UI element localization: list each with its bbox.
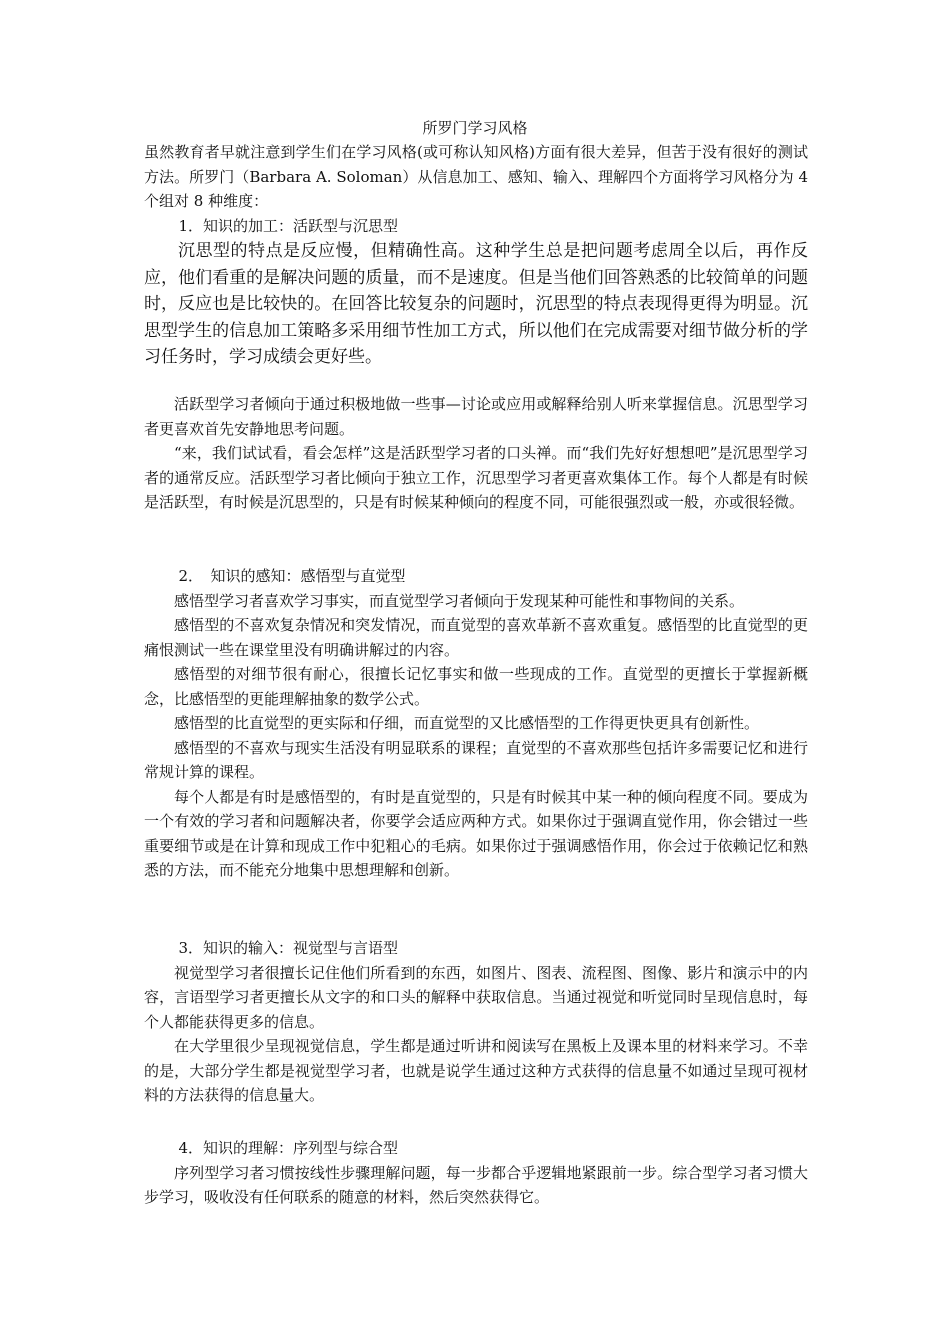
section-1-paragraph: 沉思型的特点是反应慢，但精确性高。这种学生总是把问题考虑周全以后，再作反应，他们看重的是解决问题的质量，而不是速度。但是当他们回答熟悉的比较简单的问题时，反应也是比较快的。在回答比较复杂的问题时，沉思型的特点表现得更得为明显。沉思型学生的信息加工策略多采用细节性加工方式，所以他们在完成需要对细节做分析的学习任务时，学习成绩会更好些。 (144, 241, 808, 367)
section-intro-and-1 (144, 140, 808, 371)
intro-paragraph: 虽然教育者早就注意到学生们在学习风格(或可称认知风格)方面有很大差异，但苦于没有很好的测试方法。所罗门（Barbara A. Soloman）从信息加工、感知、输入、理解四个方面将学习风格分为 4 个组对 8 种维度： (144, 143, 808, 210)
section-1-paragraph: 活跃型学习者倾向于通过积极地做一些事—讨论或应用或解释给别人听来掌握信息。沉思型学习者更喜欢首先安静地思考问题。 (144, 395, 808, 438)
section-4-paragraph: 序列型学习者习惯按线性步骤理解问题，每一步都合乎逻辑地紧跟前一步。综合型学习者习惯大步学习，吸收没有任何联系的随意的材料，然后突然获得它。 (144, 1163, 808, 1206)
section-2-paragraph: 感悟型的不喜欢复杂情况和突发情况，而直觉型的喜欢革新不喜欢重复。感悟型的比直觉型的更痛恨测试一些在课堂里没有明确讲解过的内容。 (144, 616, 808, 659)
section-3-paragraph: 在大学里很少呈现视觉信息，学生都是通过听讲和阅读写在黑板上及课本里的材料来学习。不幸的是，大部分学生都是视觉型学习者，也就是说学生通过这种方式获得的信息量不如通过呈现可视材料的方法获得的信息量大。 (144, 1037, 808, 1104)
section-3-heading: 3．知识的输入：视觉型与言语型 (178, 939, 399, 957)
section-3-paragraph: 视觉型学习者很擅长记住他们所看到的东西，如图片、图表、流程图、图像、影片和演示中的内容，言语型学习者更擅长从文字的和口头的解释中获取信息。当通过视觉和听觉同时呈现信息时，每个人都能获得更多的信息。 (144, 963, 808, 1031)
section-2-paragraph: 每个人都是有时是感悟型的，有时是直觉型的，只是有时候其中某一种的倾向程度不同。要成为一个有效的学习者和问题解决者，你要学会适应两种方式。如果你过于强调直觉作用，你会错过一些重要细节或是在计算和现成工作中犯粗心的毛病。如果你过于强调感悟作用，你会过于依赖记忆和熟悉的方法，而不能充分地集中思想理解和创新。 (144, 787, 808, 879)
section-2-paragraph: 感悟型的对细节很有耐心，很擅长记忆事实和做一些现成的工作。直觉型的更擅长于掌握新概念，比感悟型的更能理解抽象的数学公式。 (144, 665, 808, 708)
section-2-paragraph: 感悟型的比直觉型的更实际和仔细，而直觉型的又比感悟型的工作得更快更具有创新性。 (174, 714, 760, 732)
section-2 (144, 564, 808, 883)
section-1-paragraph: “来，我们试试看，看会怎样”这是活跃型学习者的口头禅。而“我们先好好想想吧”是沉思型学习者的通常反应。活跃型学习者比倾向于独立工作，沉思型学习者更喜欢集体工作。每个人都是有时候是活跃型，有时候是沉思型的，只是有时候某种倾向的程度不同，可能很强烈或一般，亦或很轻微。 (144, 444, 808, 511)
section-2-heading: 2． 知识的感知：感悟型与直觉型 (178, 567, 406, 585)
section-4 (144, 1136, 808, 1210)
section-4-heading: 4．知识的理解：序列型与综合型 (178, 1139, 399, 1157)
section-2-paragraph: 感悟型的不喜欢与现实生活没有明显联系的课程；直觉型的不喜欢那些包括许多需要记忆和进行常规计算的课程。 (144, 738, 808, 781)
section-3 (144, 936, 808, 1108)
section-1-heading: 1．知识的加工：活跃型与沉思型 (178, 216, 399, 235)
document-title: 所罗门学习风格 (422, 119, 528, 137)
section-1-continued (144, 392, 808, 515)
section-2-paragraph: 感悟型学习者喜欢学习事实，而直觉型学习者倾向于发现某种可能性和事物间的关系。 (174, 591, 745, 610)
